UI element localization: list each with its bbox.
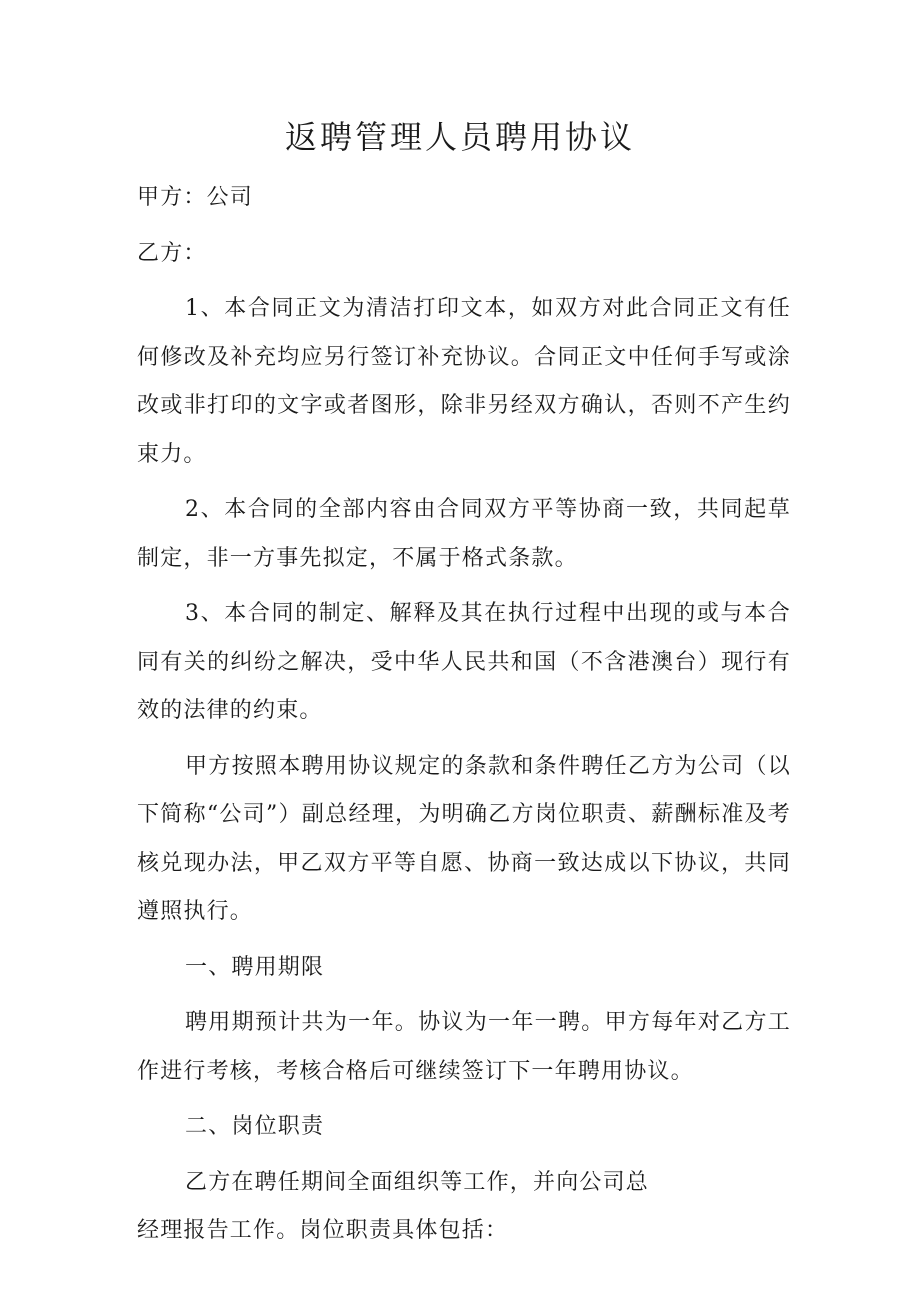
section-2-heading: 二、岗位职责 — [185, 1114, 325, 1139]
clause-1-paragraph: 1、本合同正文为清洁打印文本，如双方对此合同正文有任何修改及补充均应另行签订补充协议。合同正文中任何手写或涂改或非打印的文字或者图形，除非另经双方确认，否则不产生约束力。 — [137, 296, 791, 467]
clause-3-paragraph: 3、本合同的制定、解释及其在执行过程中出现的或与本合同有关的纠纷之解决，受中华人民共和国（不含港澳台）现行有效的法律的约束。 — [137, 601, 791, 723]
section-1-heading: 一、聘用期限 — [185, 954, 325, 980]
preamble-paragraph: 甲方按照本聘用协议规定的条款和条件聘任乙方为公司（以下简称“公司”）副总经理，为明确乙方岗位职责、薪酬标准及考核兑现办法，甲乙双方平等自愿、协商一致达成以下协议，共同遵照执行。 — [137, 753, 791, 924]
section-1-paragraph: 聘用期预计共为一年。协议为一年一聘。甲方每年对乙方工作进行考核，考核合格后可继续签订下一年聘用协议。 — [137, 1010, 791, 1084]
party-a-line: 甲方：公司 — [137, 185, 254, 210]
section-2-line-1: 乙方在聘任期间全面组织等工作，并向公司总 — [185, 1169, 650, 1195]
section-2-paragraph — [137, 1159, 791, 1256]
section-2-line-2: 经理报告工作。岗位职责具体包括： — [137, 1218, 509, 1243]
clause-2-paragraph: 2、本合同的全部内容由合同双方平等协商一致，共同起草制定，非一方事先拟定，不属于格式条款。 — [137, 497, 791, 571]
party-b-line: 乙方： — [137, 240, 207, 266]
document-body — [137, 174, 791, 1256]
document-title: 返聘管理人员聘用协议 — [284, 118, 635, 156]
